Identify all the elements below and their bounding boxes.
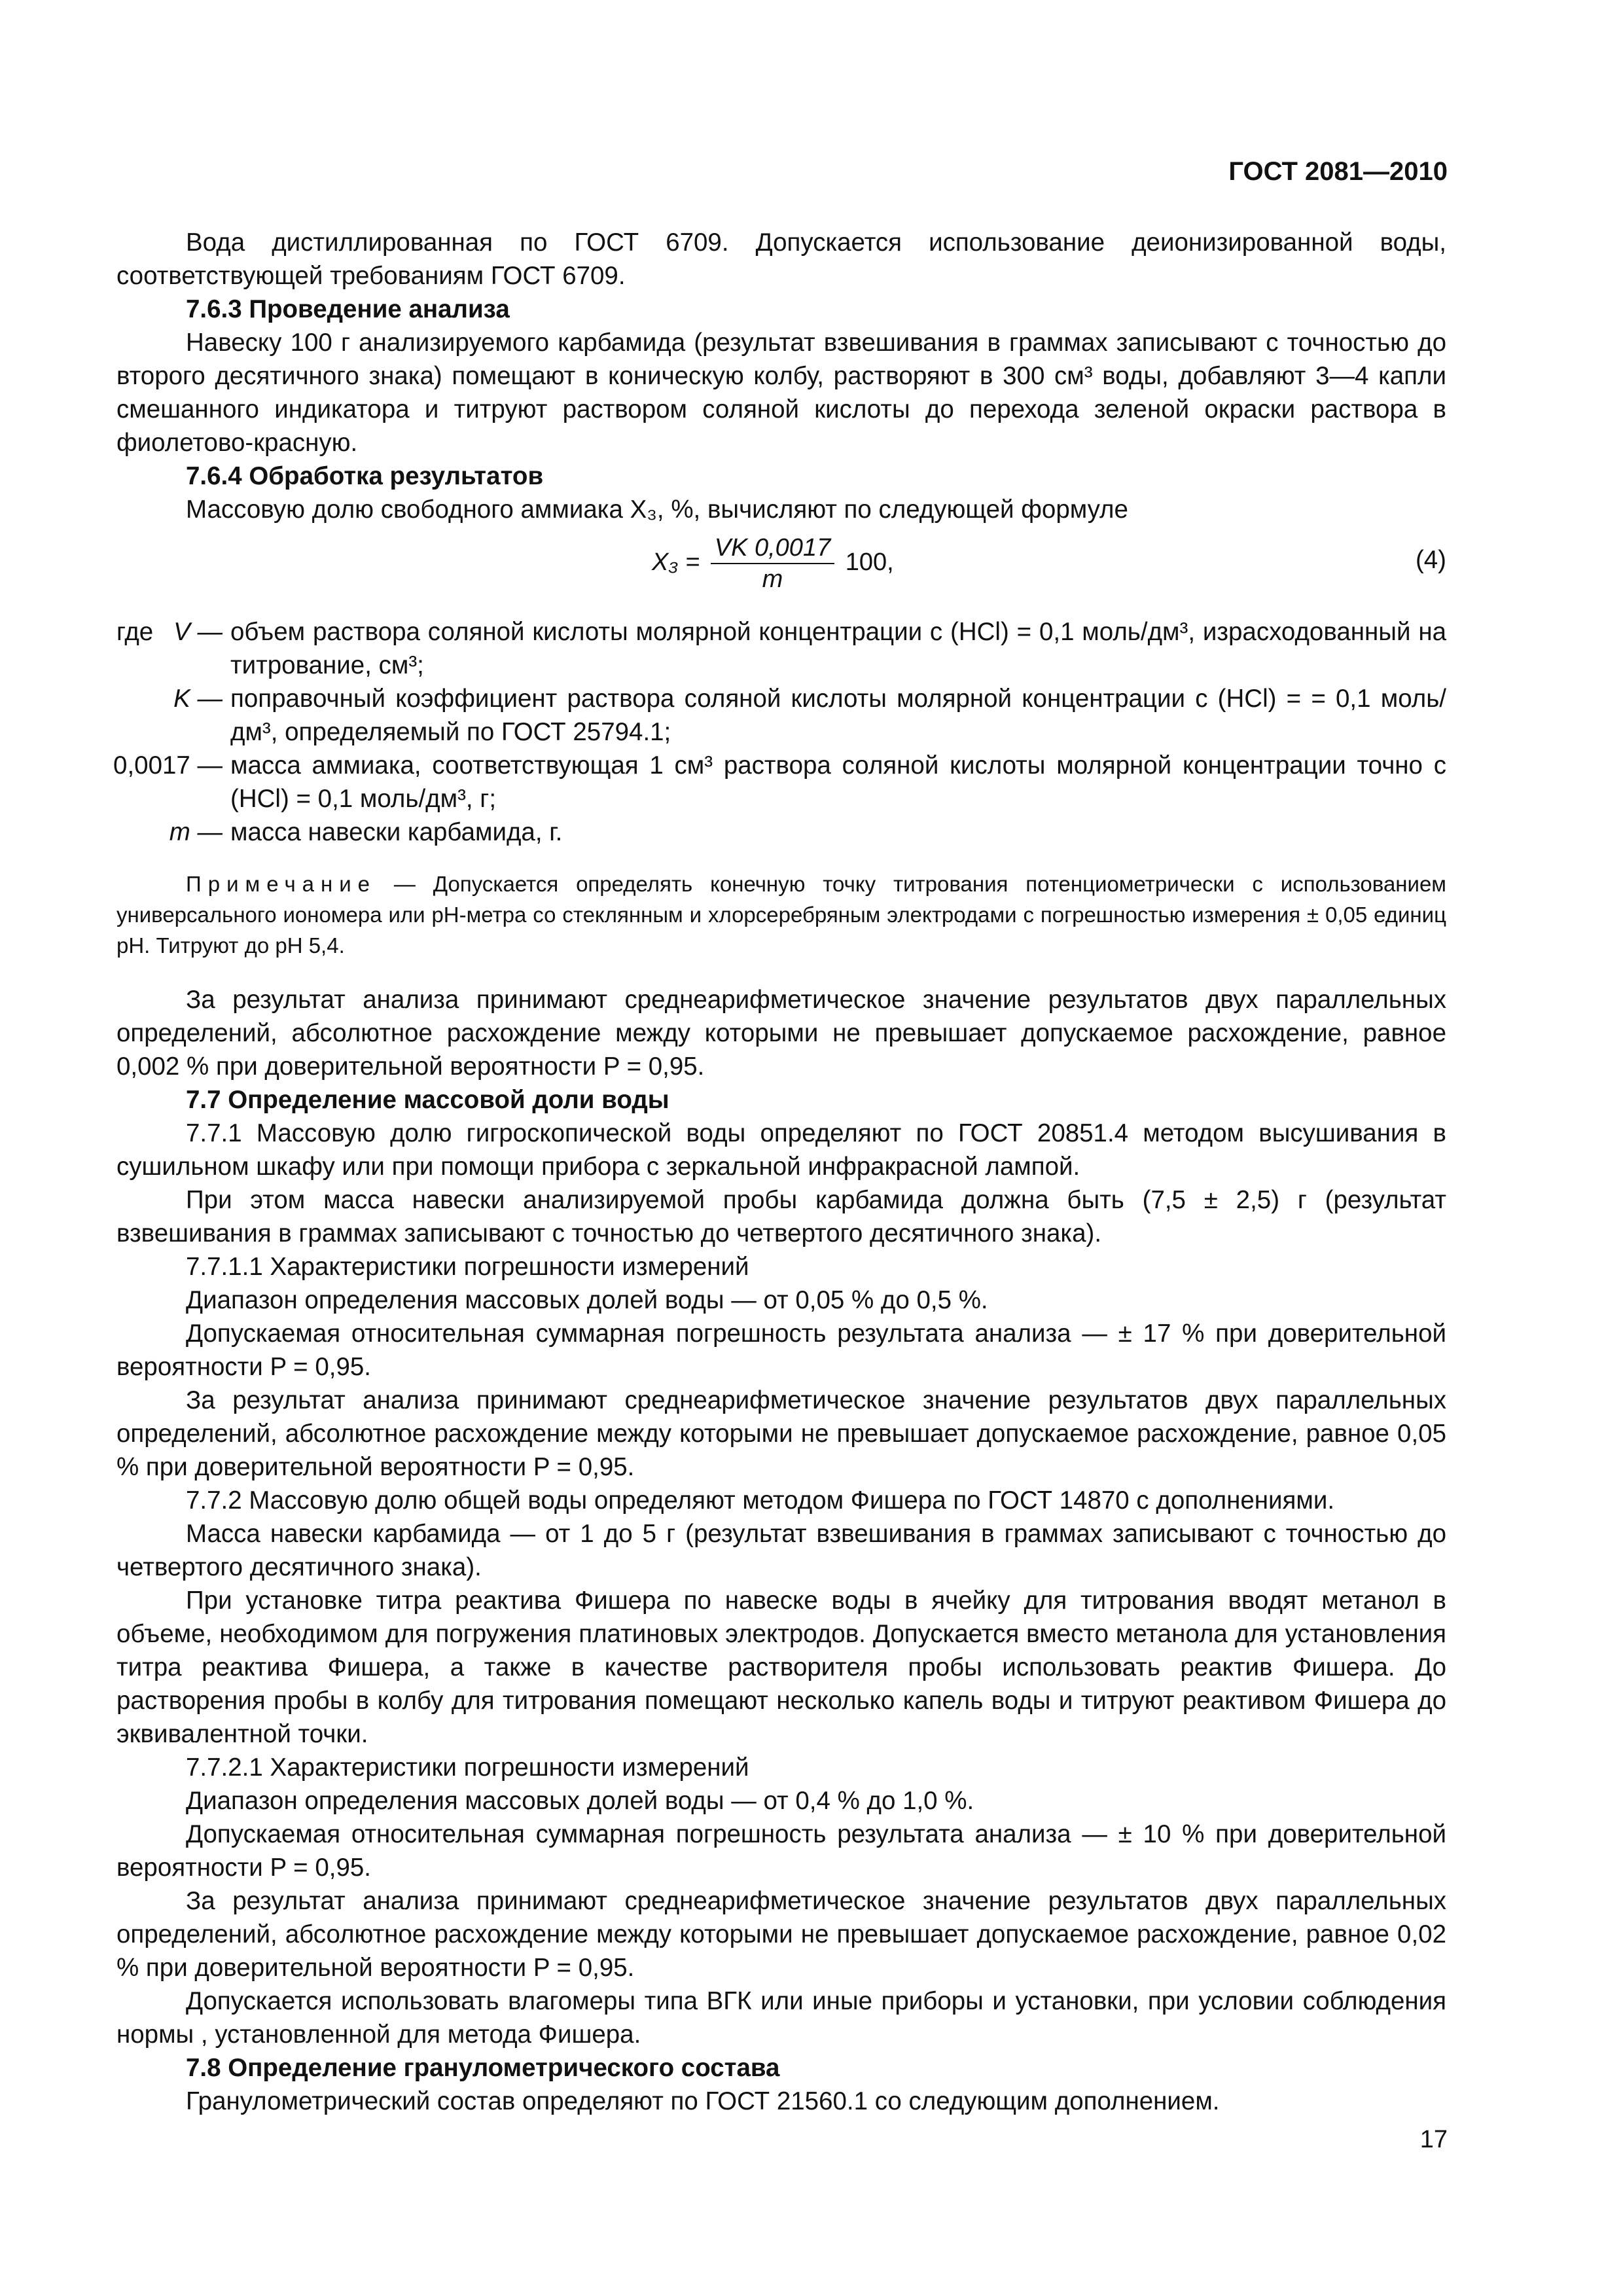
paragraph: 7.7.2 Массовую долю общей воды определяют методом Фишера по ГОСТ 14870 с дополнениями. [186, 1486, 1335, 1515]
definition-text: масса аммиака, соответствующая 1 см³ раствора соляной кислоты молярной концентрации точно c (HCl) = 0,1 моль/дм³, г; [230, 751, 1446, 813]
definition-text: объем раствора соляной кислоты молярной концентрации c (HCl) = 0,1 моль/дм³, израсходованный на титрование, см³; [230, 618, 1446, 679]
definition-symbol: V — [173, 618, 223, 646]
paragraph: Вода дистиллированная по ГОСТ 6709. Допускается использование деионизированной воды, соответствующей требованиям ГОСТ 6709. [116, 228, 1446, 290]
formula-lhs: X₃ = [652, 548, 700, 577]
document-body [113, 226, 1446, 2118]
paragraph: За результат анализа принимают среднеарифметическое значение результатов двух параллельных определений, абсолютное расхождение между которыми не превышает допускаемое расхождение, равное 0,02 % при доверительной вероятности P = 0,95. [116, 1887, 1446, 1982]
formula-numerator: VK 0,0017 [711, 535, 834, 564]
definition-row [116, 615, 1446, 682]
definition-text: масса навески карбамида, г. [230, 818, 563, 846]
paragraph: Масса навески карбамида — от 1 до 5 г (результат взвешивания в граммах записывают с точностью до четвертого десятичного знака). [116, 1520, 1446, 1581]
paragraph: Гранулометрический состав определяют по ГОСТ 21560.1 со следующим дополнением. [186, 2087, 1220, 2115]
formula-rhs: 100, [845, 548, 894, 577]
section-heading-7-6-3: 7.6.3 Проведение анализа [186, 295, 510, 323]
definition-row [113, 749, 1446, 816]
where-label: где [116, 618, 154, 646]
formula-fraction [711, 535, 834, 592]
paragraph: Допускается использовать влагомеры типа ВГК или иные приборы и установки, при условии соблюдения нормы , установленной для метода Фишера. [116, 1987, 1446, 2049]
paragraph: 7.7.1 Массовую долю гигроскопической воды определяют по ГОСТ 20851.4 методом высушивания в сушильном шкафу или при помощи прибора с зеркальной инфракрасной лампой. [116, 1119, 1446, 1181]
note-text: — Допускается определять конечную точку титрования потенциометрически с использованием универсального иономера или pH-метра со стеклянным и хлорсеребряным электродами с погрешностью измерения ± 0,05 единиц pH. Титруют до pH 5,4. [116, 872, 1446, 958]
variable-definitions [113, 615, 1446, 849]
section-heading-7-8: 7.8 Определение гранулометрического состава [186, 2054, 780, 2082]
paragraph: При этом масса навески анализируемой пробы карбамида должна быть (7,5 ± 2,5) г (результат взвешивания в граммах записывают с точностью до четвертого десятичного знака). [116, 1186, 1446, 1247]
formula-4 [116, 535, 1446, 609]
paragraph: Диапазон определения массовых долей воды — от 0,4 % до 1,0 %. [186, 1787, 974, 1815]
section-heading-7-7: 7.7 Определение массовой доли воды [186, 1086, 669, 1114]
formula-denominator: m [762, 565, 783, 593]
definition-text: поправочный коэффициент раствора соляной кислоты молярной концентрации c (HCl) = = 0,1 моль/дм³, определяемый по ГОСТ 25794.1; [230, 685, 1446, 746]
definition-row [116, 816, 1446, 849]
paragraph: За результат анализа принимают среднеарифметическое значение результатов двух параллельных определений, абсолютное расхождение между которыми не превышает допускаемое расхождение, равное 0,002 % при доверительной вероятности P = 0,95. [116, 986, 1446, 1081]
definition-row [116, 682, 1446, 749]
paragraph: За результат анализа принимают среднеарифметическое значение результатов двух параллельных определений, абсолютное расхождение между которыми не превышает допускаемое расхождение, равное 0,05 % при доверительной вероятности P = 0,95. [116, 1386, 1446, 1481]
subsection-title: 7.7.1.1 Характеристики погрешности измерений [186, 1253, 749, 1281]
note-label: Примечание [186, 872, 377, 896]
standard-code-header: ГОСТ 2081—2010 [1228, 157, 1448, 186]
definition-symbol: m — [169, 818, 223, 846]
paragraph: Допускаемая относительная суммарная погрешность результата анализа — ± 17 % при доверительной вероятности P = 0,95. [116, 1319, 1446, 1381]
definition-symbol: K — [173, 685, 223, 713]
equation-number: (4) [1415, 546, 1446, 574]
subsection-title: 7.7.2.1 Характеристики погрешности измерений [186, 1753, 749, 1782]
section-heading-7-6-4: 7.6.4 Обработка результатов [186, 462, 544, 490]
page-number: 17 [1419, 2126, 1448, 2153]
paragraph: При установке титра реактива Фишера по навеске воды в ячейку для титрования вводят метанол в объеме, необходимом для погружения платиновых электродов. Допускается вместо метанола для установления титра реактива Фишера, а также в качестве растворителя пробы использовать реактив Фишера. До растворения пробы в колбу для титрования помещают несколько капель воды и титруют реактивом Фишера до эквивалентной точки. [116, 1587, 1446, 1748]
paragraph: Массовую долю свободного аммиака X₃, %, вычисляют по следующей формуле [186, 495, 1128, 524]
definition-symbol: 0,0017 — [113, 751, 223, 780]
paragraph: Диапазон определения массовых долей воды — от 0,05 % до 0,5 %. [186, 1286, 988, 1314]
paragraph: Навеску 100 г анализируемого карбамида (результат взвешивания в граммах записывают с точностью до второго десятичного знака) помещают в коническую колбу, растворяют в 300 см³ воды, добавляют 3—4 капли смешанного индикатора и титруют раствором соляной кислоты до перехода зеленой окраски раствора в фиолетово-красную. [116, 329, 1446, 457]
note [116, 869, 1446, 961]
paragraph: Допускаемая относительная суммарная погрешность результата анализа — ± 10 % при доверительной вероятности P = 0,95. [116, 1820, 1446, 1882]
